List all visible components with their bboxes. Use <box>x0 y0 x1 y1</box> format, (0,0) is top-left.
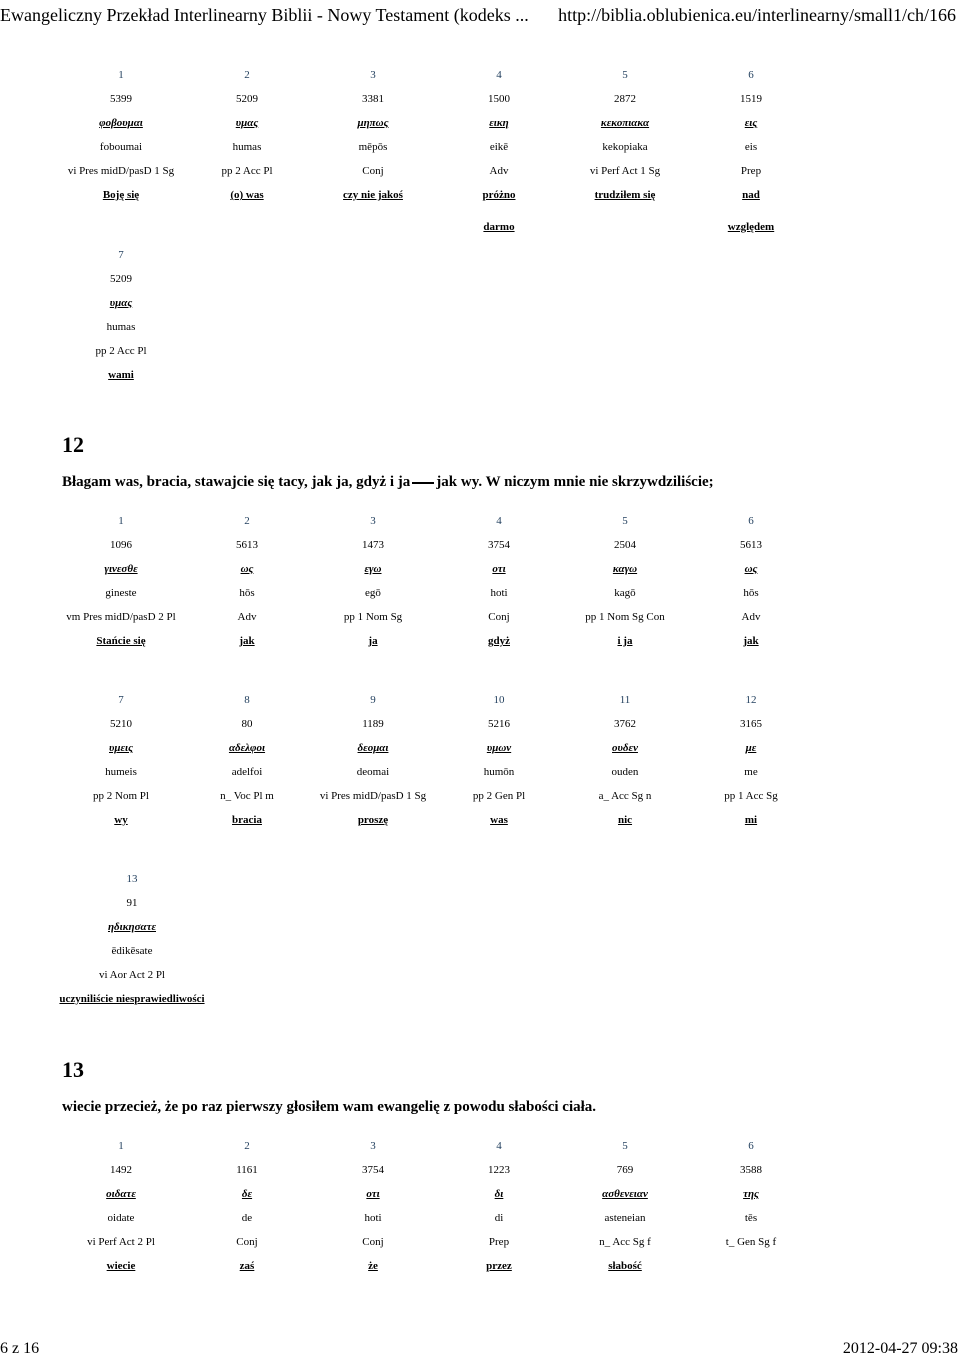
word-number: 6 <box>748 1140 754 1152</box>
polish-translation-link[interactable]: wy <box>114 814 128 826</box>
polish-translation-link[interactable]: że <box>368 1260 378 1272</box>
morphology: Adv <box>237 611 257 623</box>
polish-translation-link[interactable]: próżno <box>482 189 516 201</box>
polish-translation-link[interactable]: was <box>490 814 508 826</box>
strong-number: 1223 <box>488 1164 510 1176</box>
word-number: 10 <box>493 694 505 706</box>
verse-text <box>62 472 942 492</box>
morphology: vi Pres midD/pasD 1 Sg <box>67 165 175 177</box>
morphology: Prep <box>488 1236 510 1248</box>
word-number: 11 <box>619 694 631 706</box>
polish-alt-translation-link[interactable]: względem <box>727 221 775 233</box>
polish-translation-link[interactable]: bracia <box>232 814 262 826</box>
strong-number: 2872 <box>614 93 636 105</box>
word-number: 5 <box>622 69 628 81</box>
strong-number: 1492 <box>110 1164 132 1176</box>
greek-word-link[interactable]: ουδεν <box>612 742 638 754</box>
greek-word-link[interactable]: ασθενειαν <box>602 1188 648 1200</box>
strong-number: 5399 <box>110 93 132 105</box>
transliteration: eikē <box>489 141 509 153</box>
word-number: 7 <box>118 249 124 261</box>
page-footer-page-count: 6 z 16 <box>0 1340 40 1357</box>
transliteration: humas <box>106 321 136 333</box>
greek-word-link[interactable]: εγω <box>364 563 382 575</box>
greek-word-link[interactable]: υμεις <box>109 742 133 754</box>
morphology: pp 2 Gen Pl <box>472 790 526 802</box>
morphology: t_ Gen Sg f <box>725 1236 777 1248</box>
strong-number: 1161 <box>236 1164 258 1176</box>
morphology: pp 2 Acc Pl <box>221 165 273 177</box>
morphology: vi Perf Act 1 Sg <box>589 165 661 177</box>
transliteration: gineste <box>105 587 137 599</box>
verse-text-part: jak wy. W niczym mnie nie skrzywdziliście; <box>436 474 714 490</box>
greek-word-link[interactable]: κεκοπιακα <box>600 117 650 129</box>
word-number: 5 <box>622 515 628 527</box>
transliteration: hoti <box>364 1212 382 1224</box>
transliteration: foboumai <box>99 141 143 153</box>
morphology: Prep <box>740 165 762 177</box>
greek-word-link[interactable]: εις <box>744 117 758 129</box>
strong-number: 91 <box>126 897 138 909</box>
strong-number: 80 <box>241 718 253 730</box>
morphology: Conj <box>362 1236 384 1248</box>
morphology: pp 1 Nom Sg <box>343 611 403 623</box>
word-number: 2 <box>244 1140 250 1152</box>
page-footer-datetime: 2012-04-27 09:38 <box>842 1340 958 1357</box>
polish-translation-link[interactable]: proszę <box>357 814 389 826</box>
morphology: pp 2 Acc Pl <box>95 345 147 357</box>
greek-word-link[interactable]: δι <box>494 1188 504 1200</box>
word-number: 5 <box>622 1140 628 1152</box>
morphology: pp 1 Acc Sg <box>724 790 778 802</box>
polish-translation-link[interactable]: wami <box>108 369 134 381</box>
polish-translation-link[interactable]: czy nie jakoś <box>343 189 403 201</box>
morphology: Adv <box>741 611 761 623</box>
transliteration: kekopiaka <box>602 141 648 153</box>
greek-word-link[interactable]: δε <box>241 1188 253 1200</box>
morphology: pp 2 Nom Pl <box>93 790 149 802</box>
polish-translation-link[interactable]: Stańcie się <box>96 635 146 647</box>
greek-word-link[interactable]: υμων <box>486 742 512 754</box>
word-number: 3 <box>370 515 376 527</box>
polish-translation-link[interactable]: i ja <box>617 635 633 647</box>
greek-word-link[interactable]: της <box>743 1188 759 1200</box>
polish-translation-link[interactable] <box>688 1258 814 1274</box>
word-number: 6 <box>748 515 754 527</box>
transliteration: di <box>494 1212 504 1224</box>
greek-word-link[interactable]: εικη <box>489 117 509 129</box>
word-number: 6 <box>748 69 754 81</box>
transliteration: kagō <box>614 587 636 599</box>
transliteration: deomai <box>356 766 390 778</box>
polish-translation-link[interactable]: słabość <box>608 1260 642 1272</box>
polish-translation-link[interactable]: uczyniliście niesprawiedliwości <box>59 993 205 1005</box>
verse-text: wiecie przecież, że po raz pierwszy głosiłem wam ewangelię z powodu słabości ciała. <box>62 1099 597 1115</box>
word-number: 4 <box>496 1140 502 1152</box>
word-number: 1 <box>118 1140 124 1152</box>
strong-number: 1500 <box>488 93 510 105</box>
polish-translation-link[interactable]: ja <box>368 635 378 647</box>
greek-word-link[interactable]: ηδικησατε <box>107 921 156 933</box>
transliteration: hoti <box>490 587 508 599</box>
polish-translation-link[interactable]: jak <box>239 635 255 647</box>
strong-number: 1096 <box>110 539 132 551</box>
transliteration: hōs <box>239 587 255 599</box>
morphology: Conj <box>488 611 510 623</box>
morphology: pp 1 Nom Sg Con <box>585 611 665 623</box>
transliteration: asteneian <box>604 1212 646 1224</box>
word-number: 1 <box>118 69 124 81</box>
morphology: vm Pres midD/pasD 2 Pl <box>66 611 176 623</box>
transliteration: ouden <box>611 766 639 778</box>
polish-translation-link[interactable]: Boję się <box>102 189 140 201</box>
morphology: vi Aor Act 2 Pl <box>98 969 165 981</box>
polish-translation-link[interactable]: mi <box>744 814 758 826</box>
polish-translation-link[interactable]: jak <box>743 635 759 647</box>
polish-translation-link[interactable]: (o) was <box>230 189 264 201</box>
strong-number: 3165 <box>740 718 762 730</box>
morphology: vi Perf Act 2 Pl <box>87 1236 155 1248</box>
strong-number: 3754 <box>488 539 510 551</box>
word-number: 9 <box>370 694 376 706</box>
word-number: 3 <box>370 69 376 81</box>
morphology: a_ Acc Sg n <box>598 790 652 802</box>
polish-alt-translation-link[interactable]: darmo <box>483 221 515 233</box>
verse-number: 12 <box>62 432 84 457</box>
greek-word-link[interactable]: αδελφοι <box>228 742 266 754</box>
transliteration: eis <box>744 141 758 153</box>
strong-number: 1519 <box>740 93 762 105</box>
morphology: vi Pres midD/pasD 1 Sg <box>319 790 427 802</box>
strong-number: 5613 <box>236 539 258 551</box>
polish-translation-link[interactable]: nic <box>617 814 633 826</box>
strong-number: 3381 <box>362 93 384 105</box>
polish-translation-link[interactable]: nad <box>742 189 760 201</box>
morphology: Conj <box>236 1236 258 1248</box>
transliteration: tēs <box>744 1212 758 1224</box>
polish-translation-link[interactable]: trudziłem się <box>594 189 656 201</box>
strong-number: 1189 <box>362 718 384 730</box>
strong-number: 769 <box>616 1164 634 1176</box>
word-number: 4 <box>496 515 502 527</box>
strong-number: 5209 <box>236 93 258 105</box>
transliteration: egō <box>365 587 381 599</box>
verse-text-part: Błagam was, bracia, stawajcie się tacy, jak ja, gdyż i ja <box>62 474 411 490</box>
transliteration: humeis <box>105 766 137 778</box>
word-number: 2 <box>244 69 250 81</box>
strong-number: 1473 <box>362 539 384 551</box>
greek-word-link[interactable]: οτι <box>366 1188 380 1200</box>
word-number: 4 <box>496 69 502 81</box>
transliteration: mēpōs <box>358 141 388 153</box>
morphology: n_ Voc Pl m <box>220 790 274 802</box>
greek-word-link[interactable]: μηπως <box>357 117 389 129</box>
transliteration: oidate <box>107 1212 135 1224</box>
greek-word-link[interactable]: ως <box>744 563 758 575</box>
greek-word-link[interactable]: δεομαι <box>357 742 389 754</box>
dash-separator <box>412 482 434 484</box>
polish-translation-link[interactable]: gdyż <box>488 635 510 647</box>
greek-word-link[interactable]: καγω <box>612 563 638 575</box>
greek-word-link[interactable]: υμας <box>235 117 259 129</box>
transliteration: me <box>744 766 758 778</box>
polish-translation-link[interactable]: zaś <box>239 1260 255 1272</box>
greek-word-link[interactable]: γινεσθε <box>104 563 138 575</box>
word-number: 13 <box>126 873 138 885</box>
strong-number: 5210 <box>110 718 132 730</box>
greek-word-link[interactable]: οτι <box>492 563 506 575</box>
word-number: 7 <box>118 694 124 706</box>
transliteration: humas <box>232 141 262 153</box>
transliteration: hōs <box>743 587 759 599</box>
morphology: Adv <box>489 165 509 177</box>
transliteration: adelfoi <box>231 766 263 778</box>
strong-number: 5216 <box>488 718 510 730</box>
strong-number: 5209 <box>110 273 132 285</box>
greek-word-link[interactable]: με <box>745 742 757 754</box>
greek-word-link[interactable]: ως <box>240 563 254 575</box>
word-number: 12 <box>745 694 757 706</box>
verse-number: 13 <box>62 1057 84 1082</box>
strong-number: 3762 <box>614 718 636 730</box>
strong-number: 3588 <box>740 1164 762 1176</box>
transliteration: humōn <box>483 766 515 778</box>
word-number: 3 <box>370 1140 376 1152</box>
page-header-title: Ewangeliczny Przekład Interlinearny Biblii - Nowy Testament (kodeks ... <box>0 5 529 25</box>
morphology: Conj <box>362 165 384 177</box>
transliteration: ēdikēsate <box>111 945 153 957</box>
greek-word-link[interactable]: οιδατε <box>106 1188 136 1200</box>
strong-number: 5613 <box>740 539 762 551</box>
polish-translation-link[interactable]: wiecie <box>106 1260 136 1272</box>
word-number: 1 <box>118 515 124 527</box>
transliteration: de <box>241 1212 253 1224</box>
word-number: 8 <box>244 694 250 706</box>
strong-number: 3754 <box>362 1164 384 1176</box>
word-number: 2 <box>244 515 250 527</box>
page-header-url[interactable]: http://biblia.oblubienica.eu/interlinearny/small1/ch/166 <box>558 5 956 25</box>
greek-word-link[interactable]: φοβουμαι <box>99 117 143 129</box>
morphology: n_ Acc Sg f <box>599 1236 651 1248</box>
strong-number: 2504 <box>614 539 636 551</box>
greek-word-link[interactable]: υμας <box>109 297 133 309</box>
polish-translation-link[interactable]: przez <box>486 1260 512 1272</box>
